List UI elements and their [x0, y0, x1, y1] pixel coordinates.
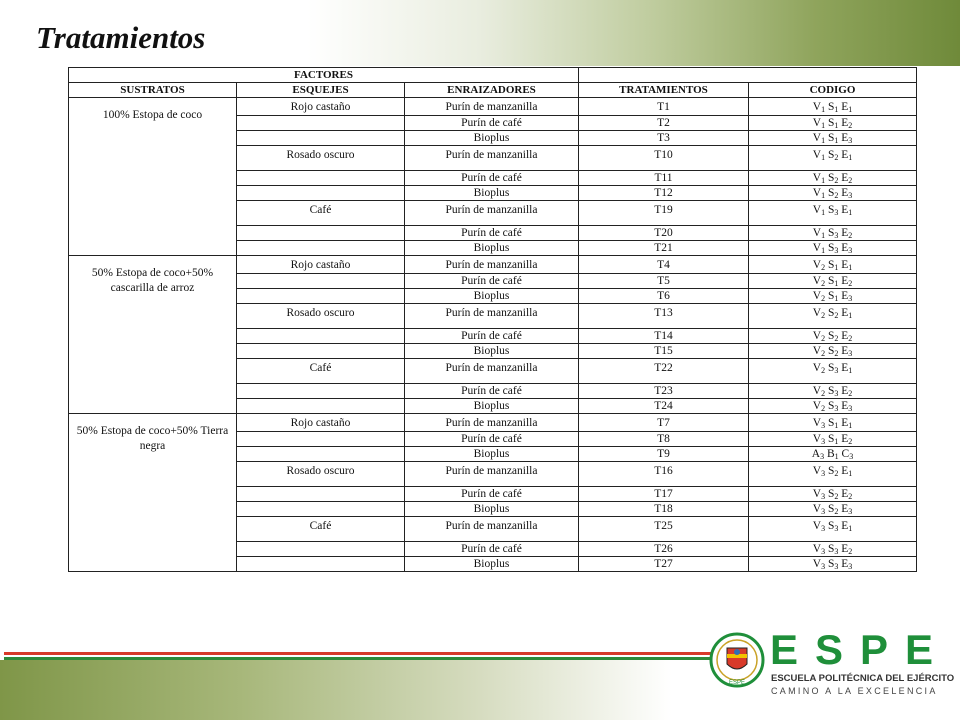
enraizador-cell: Bioplus [405, 557, 579, 572]
esqueje-cell [237, 131, 405, 146]
esqueje-cell: Rojo castaño [237, 414, 405, 432]
codigo-cell: $V_2$ $S_3$ $E_2$ [749, 384, 917, 399]
table-row [69, 98, 917, 116]
codigo-cell: $V_2$ $S_2$ $E_2$ [749, 329, 917, 344]
esqueje-cell [237, 226, 405, 241]
column-header-esquejes: ESQUEJES [237, 83, 405, 98]
green-stripe [4, 657, 716, 660]
codigo-cell: $V_3$ $S_1$ $E_1$ [749, 414, 917, 432]
enraizador-cell: Purín de café [405, 226, 579, 241]
tratamiento-cell: T7 [579, 414, 749, 432]
enraizador-cell: Bioplus [405, 131, 579, 146]
enraizador-cell: Purín de café [405, 487, 579, 502]
tratamiento-cell: T20 [579, 226, 749, 241]
tratamiento-cell: T27 [579, 557, 749, 572]
tratamiento-cell: T9 [579, 447, 749, 462]
enraizador-cell: Bioplus [405, 344, 579, 359]
tratamiento-cell: T11 [579, 171, 749, 186]
codigo-cell: $V_3$ $S_3$ $E_1$ [749, 517, 917, 542]
esqueje-cell [237, 447, 405, 462]
column-header-codigo: CODIGO [749, 83, 917, 98]
codigo-cell: $V_1$ $S_2$ $E_2$ [749, 171, 917, 186]
esqueje-cell: Rojo castaño [237, 256, 405, 274]
enraizador-cell: Purín de café [405, 116, 579, 131]
enraizador-cell: Purín de café [405, 384, 579, 399]
enraizador-cell: Bioplus [405, 289, 579, 304]
enraizador-cell: Bioplus [405, 399, 579, 414]
tratamiento-cell: T18 [579, 502, 749, 517]
enraizador-cell: Purín de manzanilla [405, 462, 579, 487]
factores-header: FACTORES [69, 68, 579, 83]
esqueje-cell: Café [237, 359, 405, 384]
codigo-cell: $V_2$ $S_1$ $E_1$ [749, 256, 917, 274]
esqueje-cell [237, 274, 405, 289]
codigo-cell: $V_1$ $S_3$ $E_3$ [749, 241, 917, 256]
column-header-tratamientos: TRATAMIENTOS [579, 83, 749, 98]
empty-header-cell [579, 68, 917, 83]
enraizador-cell: Purín de manzanilla [405, 201, 579, 226]
tratamiento-cell: T1 [579, 98, 749, 116]
tratamiento-cell: T25 [579, 517, 749, 542]
sustrato-cell: 50% Estopa de coco+50% cascarilla de arroz [69, 256, 237, 414]
esqueje-cell [237, 542, 405, 557]
institution-motto: CAMINO A LA EXCELENCIA [771, 686, 938, 696]
enraizador-cell: Purín de café [405, 542, 579, 557]
sustrato-cell: 100% Estopa de coco [69, 98, 237, 256]
esqueje-cell [237, 186, 405, 201]
enraizador-cell: Bioplus [405, 241, 579, 256]
tratamiento-cell: T22 [579, 359, 749, 384]
codigo-cell: $V_1$ $S_1$ $E_3$ [749, 131, 917, 146]
esqueje-cell [237, 432, 405, 447]
codigo-cell: $V_3$ $S_3$ $E_3$ [749, 557, 917, 572]
tratamiento-cell: T8 [579, 432, 749, 447]
column-header-sustratos: SUSTRATOS [69, 83, 237, 98]
tratamiento-cell: T12 [579, 186, 749, 201]
esqueje-cell: Rosado oscuro [237, 146, 405, 171]
tratamiento-cell: T3 [579, 131, 749, 146]
tratamiento-cell: T24 [579, 399, 749, 414]
codigo-cell: $V_2$ $S_2$ $E_3$ [749, 344, 917, 359]
codigo-cell: $V_2$ $S_3$ $E_3$ [749, 399, 917, 414]
enraizador-cell: Bioplus [405, 447, 579, 462]
esqueje-cell [237, 557, 405, 572]
codigo-cell: $V_3$ $S_1$ $E_2$ [749, 432, 917, 447]
codigo-cell: $V_1$ $S_1$ $E_2$ [749, 116, 917, 131]
codigo-cell: $V_1$ $S_3$ $E_1$ [749, 201, 917, 226]
header-group-row [69, 68, 917, 83]
esqueje-cell [237, 384, 405, 399]
tratamiento-cell: T6 [579, 289, 749, 304]
enraizador-cell: Purín de manzanilla [405, 304, 579, 329]
enraizador-cell: Purín de manzanilla [405, 256, 579, 274]
tratamiento-cell: T5 [579, 274, 749, 289]
esqueje-cell: Café [237, 201, 405, 226]
sustrato-cell: 50% Estopa de coco+50% Tierra negra [69, 414, 237, 572]
tratamiento-cell: T17 [579, 487, 749, 502]
enraizador-cell: Purín de café [405, 432, 579, 447]
institution-name: ESCUELA POLITÉCNICA DEL EJÉRCITO [771, 673, 955, 684]
enraizador-cell: Purín de café [405, 329, 579, 344]
enraizador-cell: Purín de café [405, 171, 579, 186]
tratamiento-cell: T16 [579, 462, 749, 487]
enraizador-cell: Bioplus [405, 186, 579, 201]
codigo-cell: $V_2$ $S_1$ $E_2$ [749, 274, 917, 289]
esqueje-cell [237, 116, 405, 131]
codigo-cell: $V_3$ $S_2$ $E_1$ [749, 462, 917, 487]
espe-seal-icon [707, 632, 767, 690]
esqueje-cell: Rosado oscuro [237, 462, 405, 487]
esqueje-cell: Rosado oscuro [237, 304, 405, 329]
esqueje-cell [237, 171, 405, 186]
enraizador-cell: Purín de manzanilla [405, 517, 579, 542]
enraizador-cell: Purín de manzanilla [405, 414, 579, 432]
esqueje-cell: Café [237, 517, 405, 542]
esqueje-cell [237, 502, 405, 517]
esqueje-cell: Rojo castaño [237, 98, 405, 116]
enraizador-cell: Purín de manzanilla [405, 359, 579, 384]
table-row [69, 256, 917, 274]
column-header-row [69, 83, 917, 98]
tratamiento-cell: T4 [579, 256, 749, 274]
codigo-cell: $V_3$ $S_3$ $E_2$ [749, 542, 917, 557]
tratamiento-cell: T14 [579, 329, 749, 344]
codigo-cell: $A_3$ $B_1$ $C_3$ [749, 447, 917, 462]
enraizador-cell: Purín de manzanilla [405, 146, 579, 171]
svg-text:ESPE: ESPE [728, 680, 746, 686]
codigo-cell: $V_3$ $S_2$ $E_2$ [749, 487, 917, 502]
codigo-cell: $V_2$ $S_1$ $E_3$ [749, 289, 917, 304]
footer-stripes [4, 652, 716, 660]
slide-title: Tratamientos [36, 20, 206, 55]
esqueje-cell [237, 344, 405, 359]
codigo-cell: $V_1$ $S_2$ $E_3$ [749, 186, 917, 201]
esqueje-cell [237, 487, 405, 502]
espe-logo-letters: ESPE [770, 626, 951, 673]
enraizador-cell: Purín de café [405, 274, 579, 289]
enraizador-cell: Purín de manzanilla [405, 98, 579, 116]
column-header-enraizadores: ENRAIZADORES [405, 83, 579, 98]
tratamiento-cell: T26 [579, 542, 749, 557]
codigo-cell: $V_3$ $S_2$ $E_3$ [749, 502, 917, 517]
tratamiento-cell: T19 [579, 201, 749, 226]
table-row [69, 414, 917, 432]
esqueje-cell [237, 399, 405, 414]
codigo-cell: $V_1$ $S_2$ $E_1$ [749, 146, 917, 171]
tratamiento-cell: T21 [579, 241, 749, 256]
codigo-cell: $V_2$ $S_3$ $E_1$ [749, 359, 917, 384]
esqueje-cell [237, 329, 405, 344]
tratamiento-cell: T2 [579, 116, 749, 131]
codigo-cell: $V_1$ $S_3$ $E_2$ [749, 226, 917, 241]
codigo-cell: $V_1$ $S_1$ $E_1$ [749, 98, 917, 116]
tratamiento-cell: T13 [579, 304, 749, 329]
tratamiento-cell: T10 [579, 146, 749, 171]
esqueje-cell [237, 241, 405, 256]
esqueje-cell [237, 289, 405, 304]
treatments-table [68, 67, 917, 572]
enraizador-cell: Bioplus [405, 502, 579, 517]
tratamiento-cell: T23 [579, 384, 749, 399]
tratamiento-cell: T15 [579, 344, 749, 359]
codigo-cell: $V_2$ $S_2$ $E_1$ [749, 304, 917, 329]
